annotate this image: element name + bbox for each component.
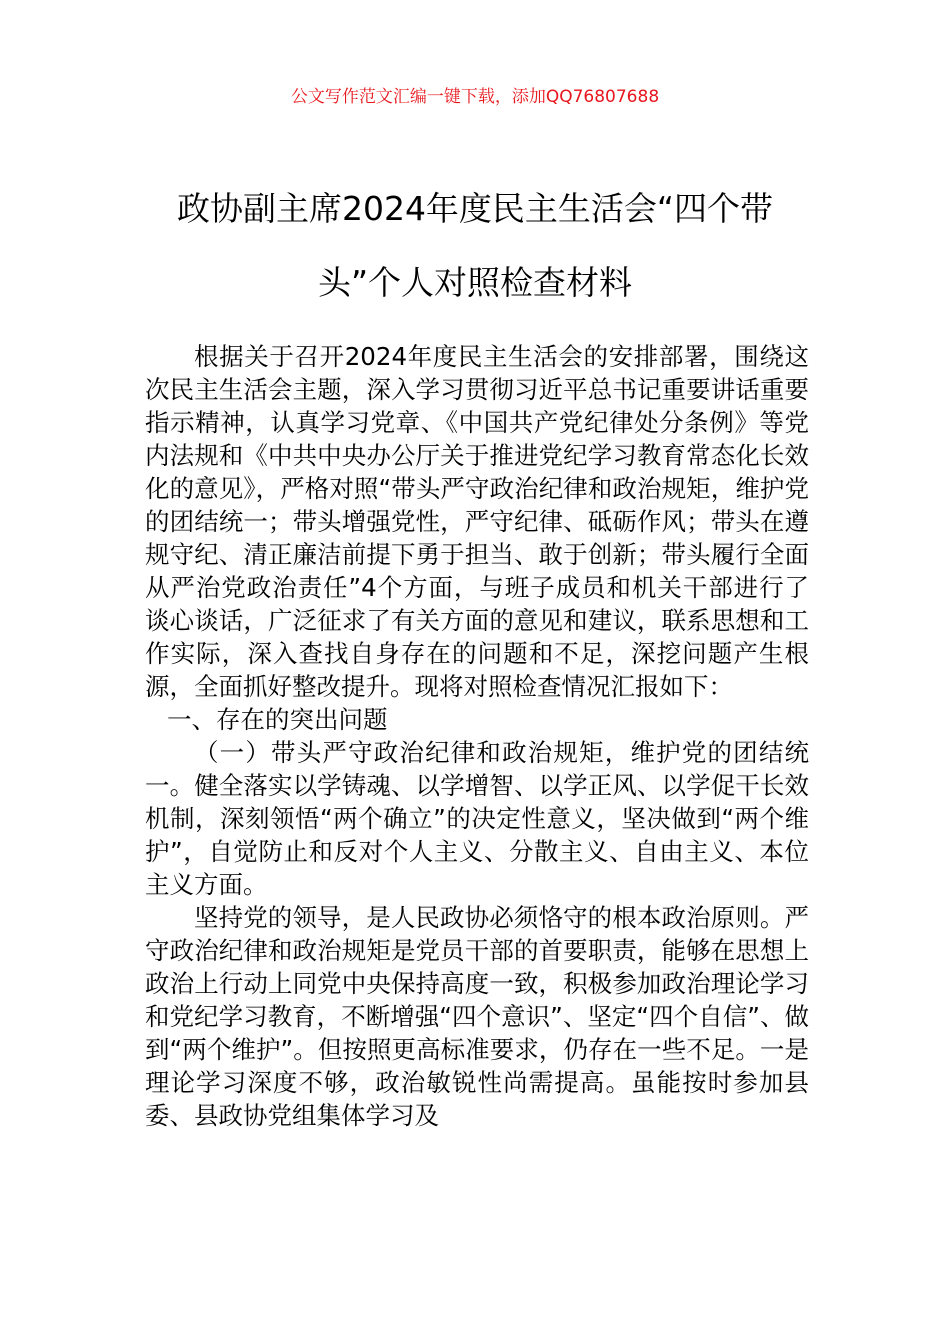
- body-paragraph: 坚持党的领导，是人民政协必须恪守的根本政治原则。严守政治纪律和政治规矩是党员干部的首要职责，能够在思想上政治上行动上同党中央保持高度一致，积极参加政治理论学习和党纪学习教育，不断增强“四个意识”、坚定“四个自信”、做到“两个维护”。但按照更高标准要求，仍存在一些不足。一是理论学习深度不够，政治敏锐性尚需提高。虽能按时参加县委、县政协党组集体学习及: [145, 903, 809, 1130]
- subsection-paragraph: （一）带头严守政治纪律和政治规矩，维护党的团结统一。健全落实以学铸魂、以学增智、以学正风、以学促干长效机制，深刻领悟“两个确立”的决定性意义，坚决做到“两个维护”，自觉防止和反对个人主义、分散主义、自由主义、本位主义方面。: [145, 738, 809, 899]
- document-title: 政协副主席2024年度民主生活会“四个带头”个人对照检查材料: [176, 189, 774, 302]
- section-heading: 一、存在的突出问题: [167, 705, 388, 734]
- promo-header: 公文写作范文汇编一键下载，添加QQ76807688: [290, 87, 660, 107]
- document-body: [145, 340, 809, 1132]
- intro-paragraph: 根据关于召开2024年度民主生活会的安排部署，围绕这次民主生活会主题，深入学习贯彻习近平总书记重要讲话重要指示精神，认真学习党章、《中国共产党纪律处分条例》等党内法规和《中共中央办公厅关于推进党纪学习教育常态化长效化的意见》，严格对照“带头严守政治纪律和政治规矩，维护党的团结统一；带头增强党性，严守纪律、砥砺作风；带头在遵规守纪、清正廉洁前提下勇于担当、敢于创新；带头履行全面从严治党政治责任”4个方面，与班子成员和机关干部进行了谈心谈话，广泛征求了有关方面的意见和建议，联系思想和工作实际，深入查找自身存在的问题和不足，深挖问题产生根源，全面抓好整改提升。现将对照检查情况汇报如下：: [145, 342, 809, 701]
